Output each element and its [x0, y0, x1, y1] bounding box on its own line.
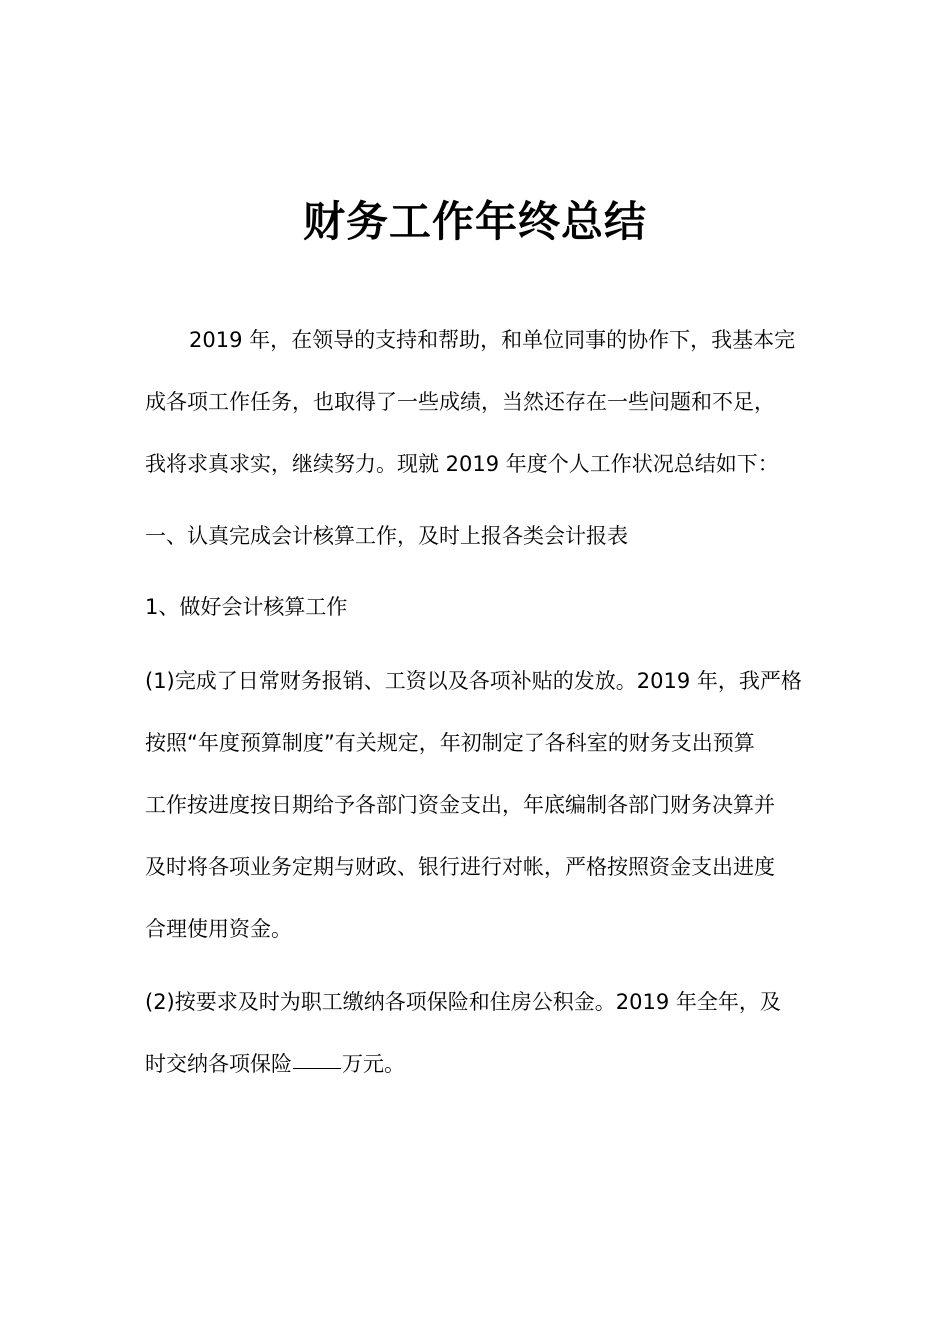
item-2-paragraph: [145, 971, 810, 1095]
item-2-text-before-blank: 时交纳各项保险: [145, 1052, 292, 1076]
intro-line: 我将求真求实，继续努力。现就 2019 年度个人工作状况总结如下：: [145, 452, 779, 476]
item-1-line: 工作按进度按日期给予各部门资金支出，年底编制各部门财务决算并: [145, 793, 775, 817]
item-2-line: (2)按要求及时为职工缴纳各项保险和住房公积金。2019 年全年，及: [145, 990, 781, 1014]
item-1-line: 按照“年度预算制度”有关规定，年初制定了各科室的财务支出预算: [145, 731, 755, 755]
item-1-paragraph: [145, 650, 810, 960]
intro-line: 2019 年，在领导的支持和帮助，和单位同事的协作下，我基本完: [189, 328, 796, 352]
intro-line: 成各项工作任务，也取得了一些成绩，当然还存在一些问题和不足，: [145, 390, 775, 414]
item-2-text-after-blank: 万元。: [342, 1052, 405, 1076]
intro-paragraph: [145, 309, 810, 495]
fill-in-blank: [293, 1067, 341, 1069]
document-title: 财务工作年终总结: [302, 197, 647, 246]
item-1-line: 及时将各项业务定期与财政、银行进行对帐，严格按照资金支出进度: [145, 855, 775, 879]
subsection-heading: 1、做好会计核算工作: [145, 595, 348, 619]
section-heading: 一、认真完成会计核算工作，及时上报各类会计报表: [145, 524, 628, 548]
item-1-line: (1)完成了日常财务报销、工资以及各项补贴的发放。2019 年，我严格: [145, 669, 802, 693]
item-1-line: 合理使用资金。: [145, 917, 292, 941]
item-2-line: [145, 1033, 810, 1095]
